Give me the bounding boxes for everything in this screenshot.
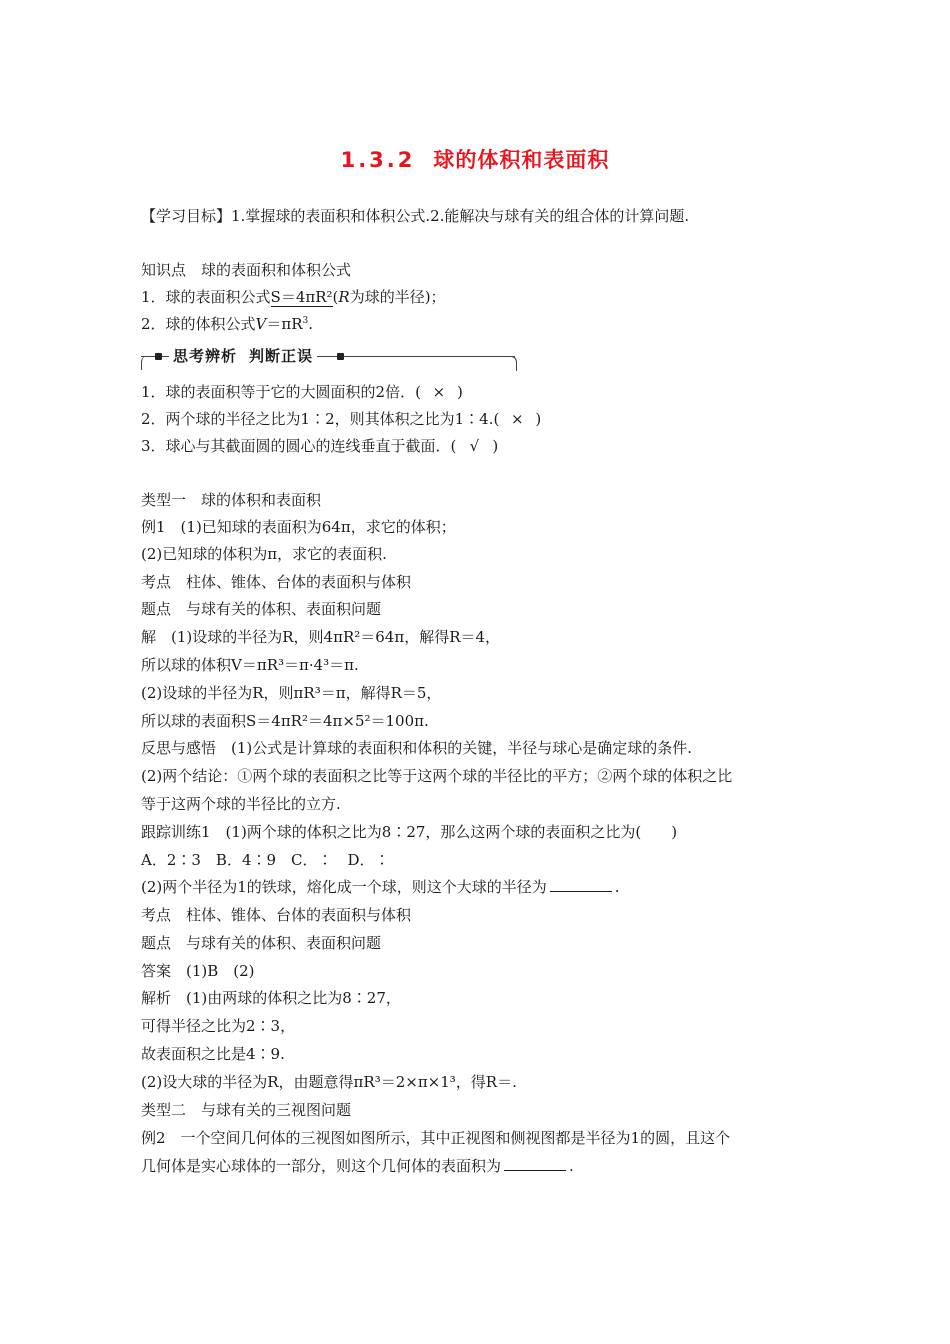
knowledge-item-1-prefix: 1．球的表面积公式 — [141, 288, 271, 306]
exam-point-1: 考点 柱体、锥体、台体的表面积与体积 — [141, 573, 412, 591]
example-2-line-1: 例2 一个空间几何体的三视图如图所示，其中正视图和侧视图都是半径为1的圆，且这个 — [141, 1129, 731, 1147]
reflection-line-2: (2)两个结论：①两个球的表面积之比等于这两个球的半径比的平方；②两个球的体积之比 — [141, 767, 733, 785]
knowledge-item-2-prefix: 2．球的体积公式 — [141, 315, 256, 333]
judge-item-1 — [141, 382, 463, 402]
page-title — [0, 144, 950, 174]
think-label-b: 判断正误 — [249, 347, 314, 365]
solution-line-3: (2)设球的半径为R，则πR³＝π，解得R＝5， — [141, 684, 442, 702]
answer-blank — [550, 877, 612, 892]
paren-open: ( — [332, 288, 339, 306]
think-box-label — [169, 347, 317, 365]
solution-line-4: 所以球的表面积S＝4πR²＝4π×5²＝100π. — [141, 712, 429, 730]
bullet-square-icon — [337, 353, 344, 360]
practice-1-part-2-end: . — [614, 878, 620, 896]
goals-label: 【学习目标】 — [141, 207, 232, 225]
volume-exponent: 3 — [302, 316, 309, 326]
example-1: 例1 (1)已知球的表面积为64π，求它的体积； — [141, 518, 456, 536]
topic-point-1: 题点 与球有关的体积、表面积问题 — [141, 600, 382, 618]
goals-text: 1.掌握球的表面积和体积公式.2.能解决与球有关的组合体的计算问题. — [231, 207, 690, 225]
cross-mark-icon: × — [511, 410, 524, 428]
reflection-line-1: 反思与感悟 (1)公式是计算球的表面积和体积的关键，半径与球心是确定球的条件. — [141, 739, 693, 757]
judge-item-2 — [141, 409, 541, 429]
practice-1-part-2-text: (2)两个半径为1的铁球，熔化成一个球，则这个大球的半径为 — [141, 878, 547, 896]
type-1-heading: 类型一 球的体积和表面积 — [141, 491, 322, 509]
analysis-line-2: 可得半径之比为2∶3， — [141, 1017, 296, 1035]
knowledge-heading: 知识点 球的表面积和体积公式 — [141, 261, 352, 279]
check-mark-icon: √ — [469, 437, 480, 455]
knowledge-item-1 — [141, 287, 446, 307]
answer-line: 答案 (1)B (2) — [141, 962, 255, 980]
example-2-line-2-end: . — [569, 1157, 574, 1175]
reflection-line-3: 等于这两个球的半径比的立方. — [141, 795, 341, 813]
example-1-part-2: (2)已知球的体积为π，求它的表面积. — [141, 545, 387, 563]
think-box-header — [141, 347, 519, 371]
volume-end: . — [308, 315, 314, 333]
solution-line-2: 所以球的体积V＝πR³＝π·4³＝π. — [141, 656, 359, 674]
judge-item-3-text: 3．球心与其截面圆的圆心的连线垂直于截面．( — [141, 437, 457, 455]
type-2-heading: 类型二 与球有关的三视图问题 — [141, 1101, 352, 1119]
judge-item-1-text: 1．球的表面积等于它的大圆面积的2倍．( — [141, 383, 421, 401]
example-2-line-2-text: 几何体是实心球体的一部分，则这个几何体的表面积为 — [141, 1157, 502, 1175]
solution-line-1: 解 (1)设球的半径为R，则4πR²＝64π，解得R＝4， — [141, 628, 501, 646]
volume-var: V — [255, 315, 267, 333]
cross-mark-icon: × — [432, 383, 446, 401]
topic-point-2: 题点 与球有关的体积、表面积问题 — [141, 934, 382, 952]
practice-1-part-2 — [141, 877, 620, 897]
section-number: 1.3.2 — [340, 148, 416, 172]
analysis-line-1: 解析 (1)由两球的体积之比为8∶27， — [141, 989, 401, 1007]
surface-area-formula: S＝4πR² — [270, 288, 333, 306]
radius-var: R — [338, 288, 350, 306]
bullet-square-icon — [155, 353, 162, 360]
exam-point-2: 考点 柱体、锥体、台体的表面积与体积 — [141, 906, 412, 924]
learning-goals — [141, 206, 689, 226]
volume-formula: ＝πR — [266, 315, 303, 333]
example-2-line-2 — [141, 1156, 574, 1176]
think-label-a: 思考辨析 — [173, 347, 238, 365]
practice-1: 跟踪训练1 (1)两个球的体积之比为8∶27，那么这两个球的表面积之比为( ) — [141, 823, 678, 841]
judge-item-2-text: 2．两个球的半径之比为1∶2，则其体积之比为1∶4.( — [141, 410, 500, 428]
paren-close: ) — [456, 383, 463, 401]
knowledge-item-2 — [141, 314, 313, 334]
section-title: 球的体积和表面积 — [433, 148, 610, 172]
paren-close: ) — [492, 437, 499, 455]
knowledge-item-1-suffix: 为球的半径)； — [349, 288, 446, 306]
judge-item-3 — [141, 436, 498, 456]
think-box-left-cap — [141, 356, 148, 370]
practice-1-options: A．2∶3 B．4∶9 C．∶ D．∶ — [141, 851, 390, 869]
think-box-right-cap — [510, 356, 517, 371]
paren-close: ) — [535, 410, 542, 428]
analysis-line-4: (2)设大球的半径为R，由题意得πR³＝2×π×1³，得R＝. — [141, 1073, 517, 1091]
analysis-line-3: 故表面积之比是4∶9. — [141, 1045, 285, 1063]
answer-blank — [504, 1156, 566, 1171]
